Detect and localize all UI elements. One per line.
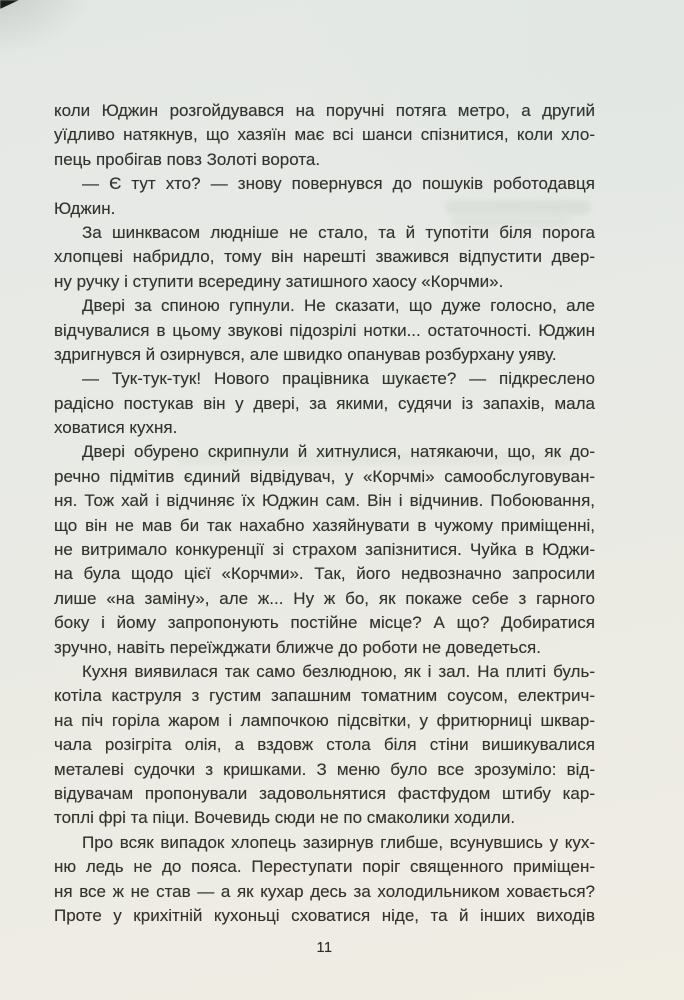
text-line: ховатися кухня. — [54, 418, 178, 438]
text-line: що він не мав би так нахабно хазяйнувати в чужому приміщенні, — [54, 515, 595, 535]
page-number: 11 — [316, 940, 333, 956]
text-line: на була щодо цієї «Корчми». Так, його недвозначно запросили — [54, 564, 595, 584]
text-line: лише «на заміну», але ж... Ну ж бо, як покаже себе з гарного — [54, 588, 595, 608]
text-line: коли Юджин розгойдувався на поручні потяга метро, а другий — [54, 101, 595, 120]
text-line: боку і йому запропонують постійне місце? А що? Добиратися — [54, 613, 595, 633]
text-line: пець пробігав повз Золоті ворота. — [54, 149, 321, 169]
text-line: Проте у крихітній кухоньці сховатися ніде, та й інших виходів — [54, 905, 595, 925]
text-block — [54, 99, 595, 928]
paragraph — [54, 367, 595, 440]
text-line: на піч горіла жаром і лампочкою підсвітки, у фритюрниці шквар- — [54, 710, 595, 730]
text-line: За шинквасом людніше не стало, та й тупотіти біля порога — [82, 222, 595, 242]
text-line: ню ледь не до пояса. Переступати поріг священного приміщен- — [54, 857, 595, 877]
text-line: відувачам пропонували задовольнятися фастфудом штибу кар- — [54, 783, 595, 803]
text-line: Двері за спиною гупнули. Не сказати, що дуже голосно, але — [82, 296, 595, 316]
text-line: котіла каструля з густим запашним томатним соусом, електрич- — [54, 686, 595, 706]
text-line: Двері обурено скрипнули й хитнулися, натякаючи, що, як до- — [82, 442, 595, 462]
text-line: не витримало конкуренції зі страхом запізнитися. Чуйка в Юджи- — [54, 540, 595, 560]
photo-backdrop-corner — [0, 0, 19, 9]
text-line: — Є тут хто? — знову повернувся до пошуків роботодавця — [82, 174, 595, 194]
paragraph — [54, 831, 595, 929]
paragraph — [54, 660, 595, 831]
text-line: ня все ж не став — а як кухар десь за холодильником ховається? — [54, 881, 595, 901]
text-line: ня. Тож хай і відчиняє їх Юджин сам. Він і відчинив. Побоювання, — [54, 491, 595, 511]
paragraph — [54, 99, 595, 172]
text-line: зручно, навіть переїжджати ближче до роботи не доведеться. — [54, 637, 541, 657]
text-line: уїдливо натякнув, що хазяїн має всі шанси спізнитися, коли хло- — [54, 125, 595, 145]
text-line: — Тук-тук-тук! Нового працівника шукаєте? — підкреслено — [82, 369, 595, 389]
text-line: радісно постукав він у двері, за якими, судячи із запахів, мала — [54, 393, 595, 413]
text-line: металеві судочки з кришками. З меню було все зрозуміло: від- — [54, 759, 595, 779]
text-line: Про всяк випадок хлопець зазирнув глибше, всунувшись у кух- — [82, 832, 595, 852]
text-line: Юджин. — [54, 198, 116, 218]
paragraph — [54, 221, 595, 294]
text-line: Кухня виявилася так само безлюдною, як і зал. На плиті буль- — [82, 661, 595, 681]
text-line: чала розігріта олія, а вздовж стола біля стіни вишикувалися — [54, 735, 595, 755]
text-line: хлопцеві набридло, тому він нарешті зважився відпустити двер- — [54, 247, 595, 267]
text-line: відчувалися в цьому звукові підозрілі нотки... остаточності. Юджин — [54, 320, 595, 340]
text-line: топлі фрі та піци. Вочевидь сюди не по смаколики ходили. — [54, 808, 516, 828]
text-line: здригнувся й озирнувся, але швидко опанував розбурхану уяву. — [54, 344, 557, 364]
paragraph — [54, 294, 595, 367]
paragraph — [54, 440, 595, 660]
text-line: ну ручку і ступити всередину затишного хаосу «Корчми». — [54, 271, 504, 291]
text-line: речно підмітив єдиний відвідувач, у «Корчмі» самообслуговуван- — [54, 466, 595, 486]
paragraph — [54, 172, 595, 221]
